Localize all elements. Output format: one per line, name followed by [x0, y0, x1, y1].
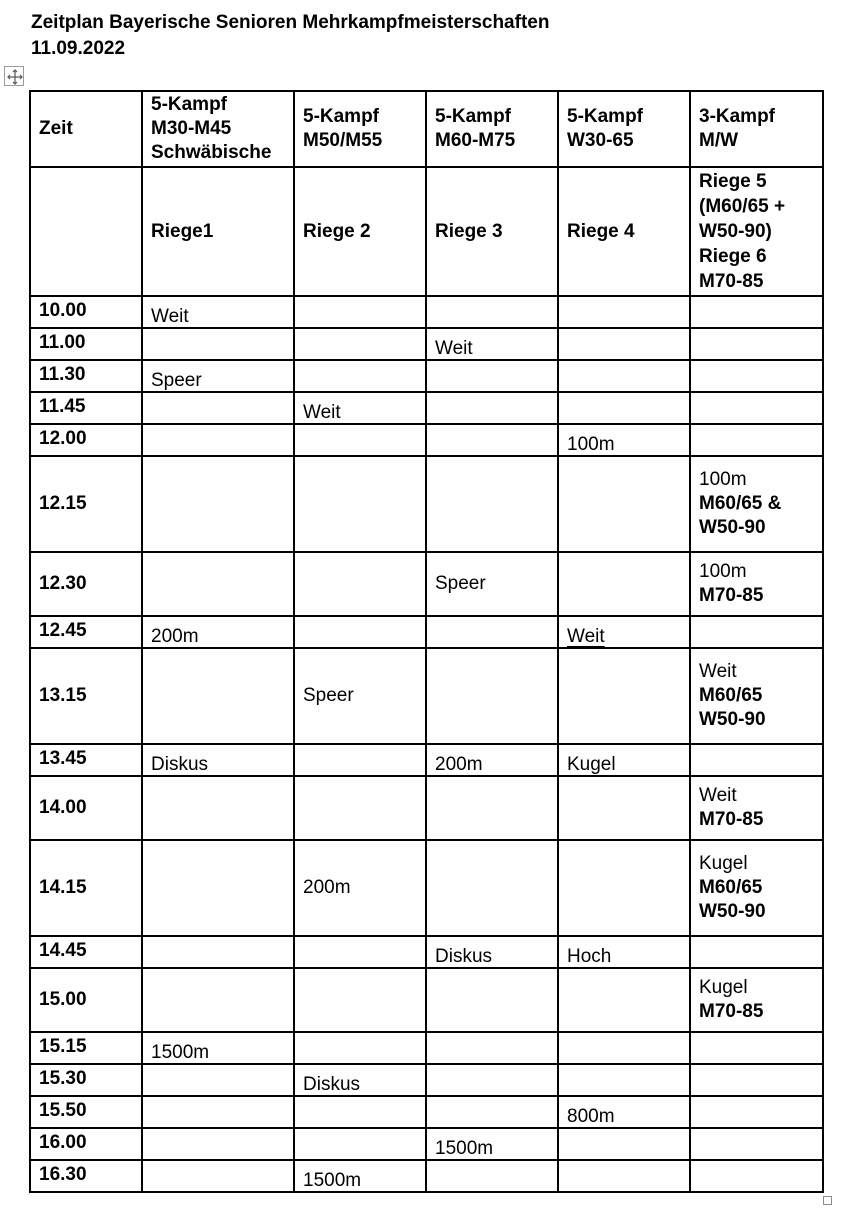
table-row: [30, 744, 823, 776]
time-cell: 11.30: [30, 360, 142, 392]
time-cell: 12.45: [30, 616, 142, 648]
event-cell: [142, 1064, 294, 1096]
event-cell-3kampf: [690, 296, 823, 328]
event-cell: Speer: [294, 648, 426, 744]
event-cell: [294, 936, 426, 968]
event-cell: 200m: [426, 744, 558, 776]
event-cell-3kampf: Weit M70-85: [690, 776, 823, 840]
event-cell: [426, 1032, 558, 1064]
event-cell-3kampf: [690, 616, 823, 648]
event-cell: Kugel: [558, 744, 690, 776]
event-cell-3kampf: [690, 360, 823, 392]
event-cell-3kampf: [690, 1096, 823, 1128]
event-cell: [142, 1160, 294, 1192]
event-cell: [294, 1032, 426, 1064]
event-cell: Weit: [558, 616, 690, 648]
event-cell: [558, 328, 690, 360]
event-cell: [294, 1096, 426, 1128]
event-cell-3kampf: [690, 1064, 823, 1096]
time-cell: 12.00: [30, 424, 142, 456]
event-cell: [294, 296, 426, 328]
event-cell-3kampf: Kugel M70-85: [690, 968, 823, 1032]
event-cell: [142, 840, 294, 936]
event-cell: 100m: [558, 424, 690, 456]
table-row: [30, 552, 823, 616]
event-cell: Weit: [426, 328, 558, 360]
event-cell: [142, 424, 294, 456]
event-cell: [294, 360, 426, 392]
event-cell: [142, 392, 294, 424]
event-cell: [426, 968, 558, 1032]
table-row: [30, 1032, 823, 1064]
event-cell: [426, 648, 558, 744]
event-cell: 200m: [294, 840, 426, 936]
event-cell: [142, 776, 294, 840]
time-cell: 15.00: [30, 968, 142, 1032]
table-row: [30, 360, 823, 392]
column-header-2: 5-Kampf M50/M55: [294, 91, 426, 167]
column-header-time: Zeit: [30, 91, 142, 167]
event-cell: [426, 360, 558, 392]
event-cell: [294, 744, 426, 776]
table-row: [30, 456, 823, 552]
group-cell-1: Riege1: [142, 167, 294, 296]
event-cell: 1500m: [294, 1160, 426, 1192]
event-cell: [426, 616, 558, 648]
event-cell: [426, 456, 558, 552]
table-row: [30, 1160, 823, 1192]
table-row: [30, 392, 823, 424]
group-row: [30, 167, 823, 296]
event-cell: [558, 648, 690, 744]
event-cell: [142, 1128, 294, 1160]
time-cell: 15.15: [30, 1032, 142, 1064]
event-cell: [142, 552, 294, 616]
group-cell-time: [30, 167, 142, 296]
event-cell: Weit: [294, 392, 426, 424]
time-cell: 15.30: [30, 1064, 142, 1096]
group-cell-3: Riege 3: [426, 167, 558, 296]
event-cell: 800m: [558, 1096, 690, 1128]
event-cell: [558, 456, 690, 552]
table-row: [30, 968, 823, 1032]
column-header-4: 5-Kampf W30-65: [558, 91, 690, 167]
event-cell: [426, 1096, 558, 1128]
table-row: [30, 424, 823, 456]
header-row: [30, 91, 823, 167]
event-cell: [426, 296, 558, 328]
document-title: [31, 10, 549, 62]
event-cell-3kampf: [690, 392, 823, 424]
time-cell: 16.00: [30, 1128, 142, 1160]
time-cell: 16.30: [30, 1160, 142, 1192]
event-cell: Diskus: [294, 1064, 426, 1096]
event-cell: [294, 552, 426, 616]
event-cell-3kampf: 100m M60/65 & W50-90: [690, 456, 823, 552]
event-cell: Speer: [426, 552, 558, 616]
event-cell: [142, 648, 294, 744]
event-cell: [426, 1064, 558, 1096]
event-cell-3kampf: [690, 328, 823, 360]
time-cell: 11.00: [30, 328, 142, 360]
event-cell: [142, 1096, 294, 1128]
table-row: [30, 1096, 823, 1128]
event-cell-3kampf: [690, 1160, 823, 1192]
table-row: [30, 776, 823, 840]
event-cell: [294, 968, 426, 1032]
event-cell-3kampf: [690, 1032, 823, 1064]
event-cell: [558, 1160, 690, 1192]
event-cell: [558, 392, 690, 424]
event-cell-3kampf: Kugel M60/65 W50-90: [690, 840, 823, 936]
table-row: [30, 936, 823, 968]
event-cell: [558, 1128, 690, 1160]
group-cell-4: Riege 4: [558, 167, 690, 296]
column-header-3: 5-Kampf M60-M75: [426, 91, 558, 167]
event-cell: [142, 328, 294, 360]
event-cell: [294, 776, 426, 840]
event-cell: [426, 424, 558, 456]
table-row: [30, 648, 823, 744]
table-row: [30, 616, 823, 648]
event-cell: 1500m: [142, 1032, 294, 1064]
time-cell: 12.15: [30, 456, 142, 552]
title-line-1: Zeitplan Bayerische Senioren Mehrkampfmeisterschaften: [31, 12, 550, 33]
move-arrows-icon: [5, 67, 25, 87]
event-cell: [142, 456, 294, 552]
time-cell: 11.45: [30, 392, 142, 424]
event-cell: Diskus: [142, 744, 294, 776]
event-cell: [294, 1128, 426, 1160]
table-row: [30, 296, 823, 328]
schedule-table: [29, 90, 824, 1193]
event-cell: [558, 552, 690, 616]
time-cell: 13.45: [30, 744, 142, 776]
table-row: [30, 328, 823, 360]
event-cell: [558, 1032, 690, 1064]
event-cell: [426, 840, 558, 936]
event-cell: Diskus: [426, 936, 558, 968]
event-cell: [294, 424, 426, 456]
table-row: [30, 1064, 823, 1096]
time-cell: 10.00: [30, 296, 142, 328]
event-cell: [294, 456, 426, 552]
event-cell: [294, 616, 426, 648]
event-cell: [558, 1064, 690, 1096]
title-date: 11.09.2022: [31, 38, 126, 59]
group-cell-5: Riege 5 (M60/65 + W50-90) Riege 6 M70-85: [690, 167, 823, 296]
event-cell-3kampf: [690, 1128, 823, 1160]
time-cell: 14.15: [30, 840, 142, 936]
table-row: [30, 1128, 823, 1160]
table-resize-handle[interactable]: [823, 1196, 832, 1205]
event-cell: 1500m: [426, 1128, 558, 1160]
group-cell-2: Riege 2: [294, 167, 426, 296]
table-move-handle[interactable]: [4, 66, 24, 86]
event-cell: [426, 1160, 558, 1192]
event-cell: [294, 328, 426, 360]
event-cell: [142, 936, 294, 968]
event-cell: [558, 968, 690, 1032]
event-cell-3kampf: [690, 424, 823, 456]
event-cell: [558, 840, 690, 936]
column-header-5: 3-Kampf M/W: [690, 91, 823, 167]
table-row: [30, 840, 823, 936]
event-cell: Speer: [142, 360, 294, 392]
event-cell-3kampf: 100m M70-85: [690, 552, 823, 616]
time-cell: 12.30: [30, 552, 142, 616]
event-cell: [426, 392, 558, 424]
time-cell: 15.50: [30, 1096, 142, 1128]
event-cell: [142, 968, 294, 1032]
time-cell: 14.45: [30, 936, 142, 968]
event-cell: [558, 296, 690, 328]
event-cell: [558, 776, 690, 840]
event-cell: [558, 360, 690, 392]
event-cell-3kampf: [690, 744, 823, 776]
column-header-1: 5-Kampf M30-M45 Schwäbische: [142, 91, 294, 167]
time-cell: 14.00: [30, 776, 142, 840]
event-cell-3kampf: Weit M60/65 W50-90: [690, 648, 823, 744]
event-cell: Hoch: [558, 936, 690, 968]
time-cell: 13.15: [30, 648, 142, 744]
event-cell: [426, 776, 558, 840]
event-cell: Weit: [142, 296, 294, 328]
event-cell: 200m: [142, 616, 294, 648]
event-cell-3kampf: [690, 936, 823, 968]
